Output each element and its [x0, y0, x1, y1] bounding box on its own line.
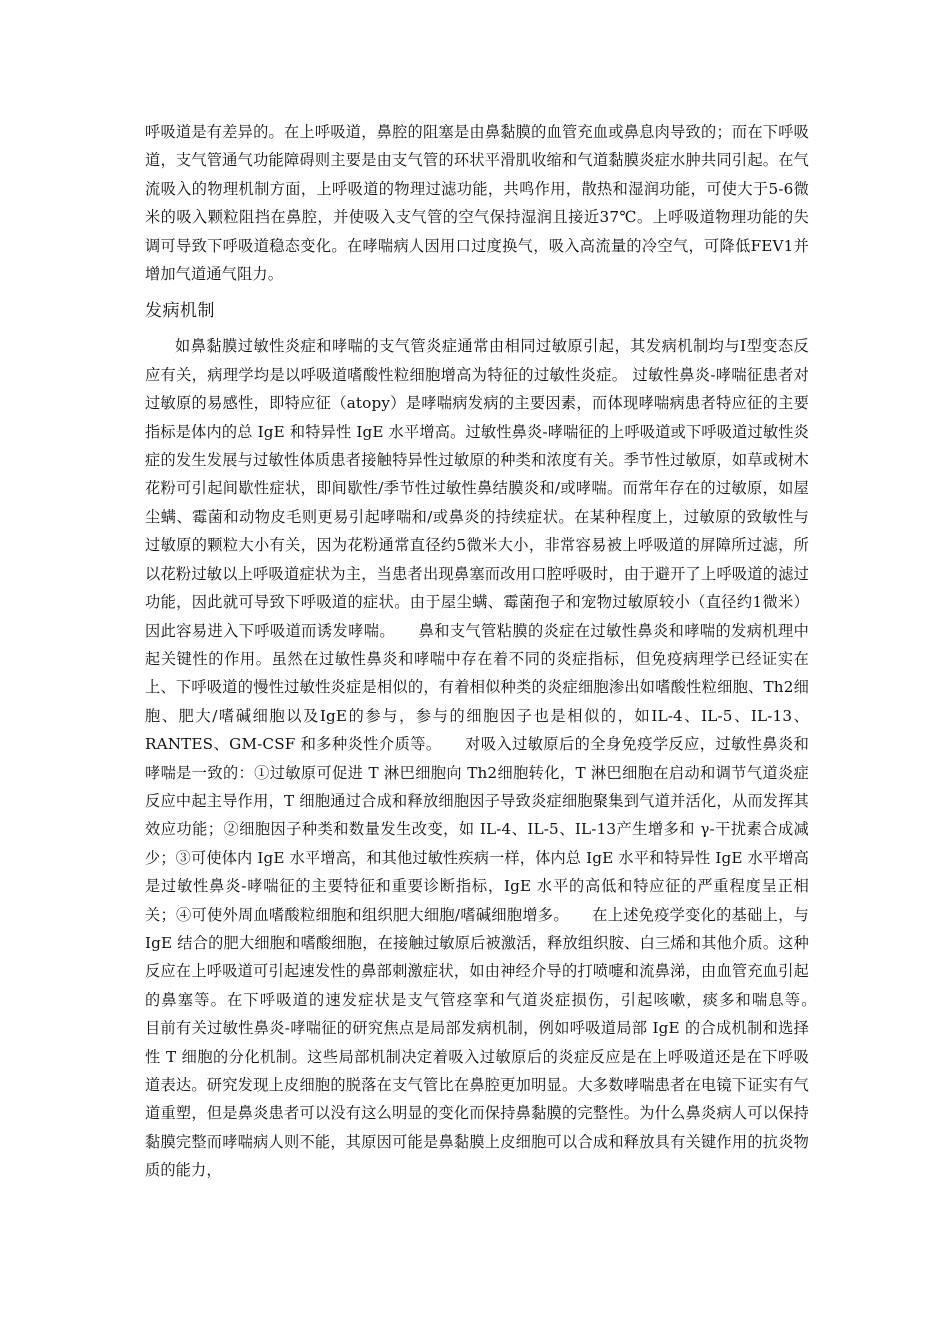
document-page: [145, 118, 840, 1185]
intro-paragraph: 呼吸道是有差异的。在上呼吸道，鼻腔的阻塞是由鼻黏膜的血管充血或鼻息肉导致的；而在下呼吸道，支气管通气功能障碍则主要是由支气管的环状平滑肌收缩和气道黏膜炎症水肿共同引起。在气流吸入的物理机制方面，上呼吸道的物理过滤功能，共鸣作用，散热和湿润功能，可使大于5-6微米的吸入颗粒阻挡在鼻腔，并使吸入支气管的空气保持湿润且接近37℃。上呼吸道物理功能的失调可导致下呼吸道稳态变化。在哮喘病人因用口过度换气，吸入高流量的冷空气，可降低FEV1并增加气道通气阻力。: [145, 123, 809, 284]
main-paragraph: 如鼻黏膜过敏性炎症和哮喘的支气管炎症通常由相同过敏原引起，其发病机制均与Ⅰ型变态反应有关，病理学均是以呼吸道嗜酸性粒细胞增高为特征的过敏性炎症。 过敏性鼻炎-哮喘征患者对过敏原的易感性，即特应征（atopy）是哮喘病发病的主要因素，而体现哮喘病患者特应征的主要指标是体内的总 IgE 和特异性 IgE 水平增高。过敏性鼻炎-哮喘征的上呼吸道或下呼吸道过敏性炎症的发生发展与过敏性体质患者接触特异性过敏原的种类和浓度有关。季节性过敏原，如草或树木花粉可引起间歇性症状，即间歇性/季节性过敏性鼻结膜炎和/或哮喘。而常年存在的过敏原，如屋尘螨、霉菌和动物皮毛则更易引起哮喘和/或鼻炎的持续症状。在某种程度上，过敏原的致敏性与过敏原的颗粒大小有关，因为花粉通常直径约5微米大小，非常容易被上呼吸道的屏障所过滤，所以花粉过敏以上呼吸道症状为主，当患者出现鼻塞而改用口腔呼吸时，由于避开了上呼吸道的滤过功能，因此就可导致下呼吸道的症状。由于屋尘螨、霉菌孢子和宠物过敏原较小（直径约1微米）因此容易进入下呼吸道而诱发哮喘。 鼻和支气管粘膜的炎症在过敏性鼻炎和哮喘的发病机理中起关键性的作用。虽然在过敏性鼻炎和哮喘中存在着不同的炎症指标，但免疫病理学已经证实在上、下呼吸道的慢性过敏性炎症是相似的，有着相似种类的炎症细胞渗出如嗜酸性粒细胞、Th2细胞、肥大/嗜碱细胞以及IgE的参与，参与的细胞因子也是相似的，如IL-4、IL-5、IL-13、RANTES、GM-CSF 和多种炎性介质等。 对吸入过敏原后的全身免疫学反应，过敏性鼻炎和哮喘是一致的：①过敏原可促进 T 淋巴细胞向 Th2细胞转化，T 淋巴细胞在启动和调节气道炎症反应中起主导作用，T 细胞通过合成和释放细胞因子导致炎症细胞聚集到气道并活化，从而发挥其效应功能；②细胞因子种类和数量发生改变，如 IL-4、IL-5、IL-13产生增多和 γ-干扰素合成减少；③可使体内 IgE 水平增高，和其他过敏性疾病一样，体内总 IgE 水平和特异性 IgE 水平增高是过敏性鼻炎-哮喘征的主要特征和重要诊断指标，IgE 水平的高低和特应征的严重程度呈正相关；④可使外周血嗜酸粒细胞和组织肥大细胞/嗜碱细胞增多。 在上述免疫学变化的基础上，与 IgE 结合的肥大细胞和嗜酸细胞，在接触过敏原后被激活，释放组织胺、白三烯和其他介质。这种反应在上呼吸道可引起速发性的鼻部刺激症状，如由神经介导的打喷嚏和流鼻涕，由血管充血引起的鼻塞等。在下呼吸道的速发症状是支气管痉挛和气道炎症损伤，引起咳嗽，痰多和喘息等。 目前有关过敏性鼻炎-哮喘征的研究焦点是局部发病机制，例如呼吸道局部 IgE 的合成机制和选择性 T 细胞的分化机制。这些局部机制决定着吸入过敏原后的炎症反应是在上呼吸道还是在下呼吸道表达。研究发现上皮细胞的脱落在支气管比在鼻腔更加明显。大多数哮喘患者在电镜下证实有气道重塑，但是鼻炎患者可以没有这么明显的变化而保持鼻黏膜的完整性。为什么鼻炎病人可以保持黏膜完整而哮喘病人则不能，其原因可能是鼻黏膜上皮细胞可以合成和释放具有关键作用的抗炎物质的能力，: [145, 337, 840, 1180]
section-heading: 发病机制: [145, 301, 215, 322]
